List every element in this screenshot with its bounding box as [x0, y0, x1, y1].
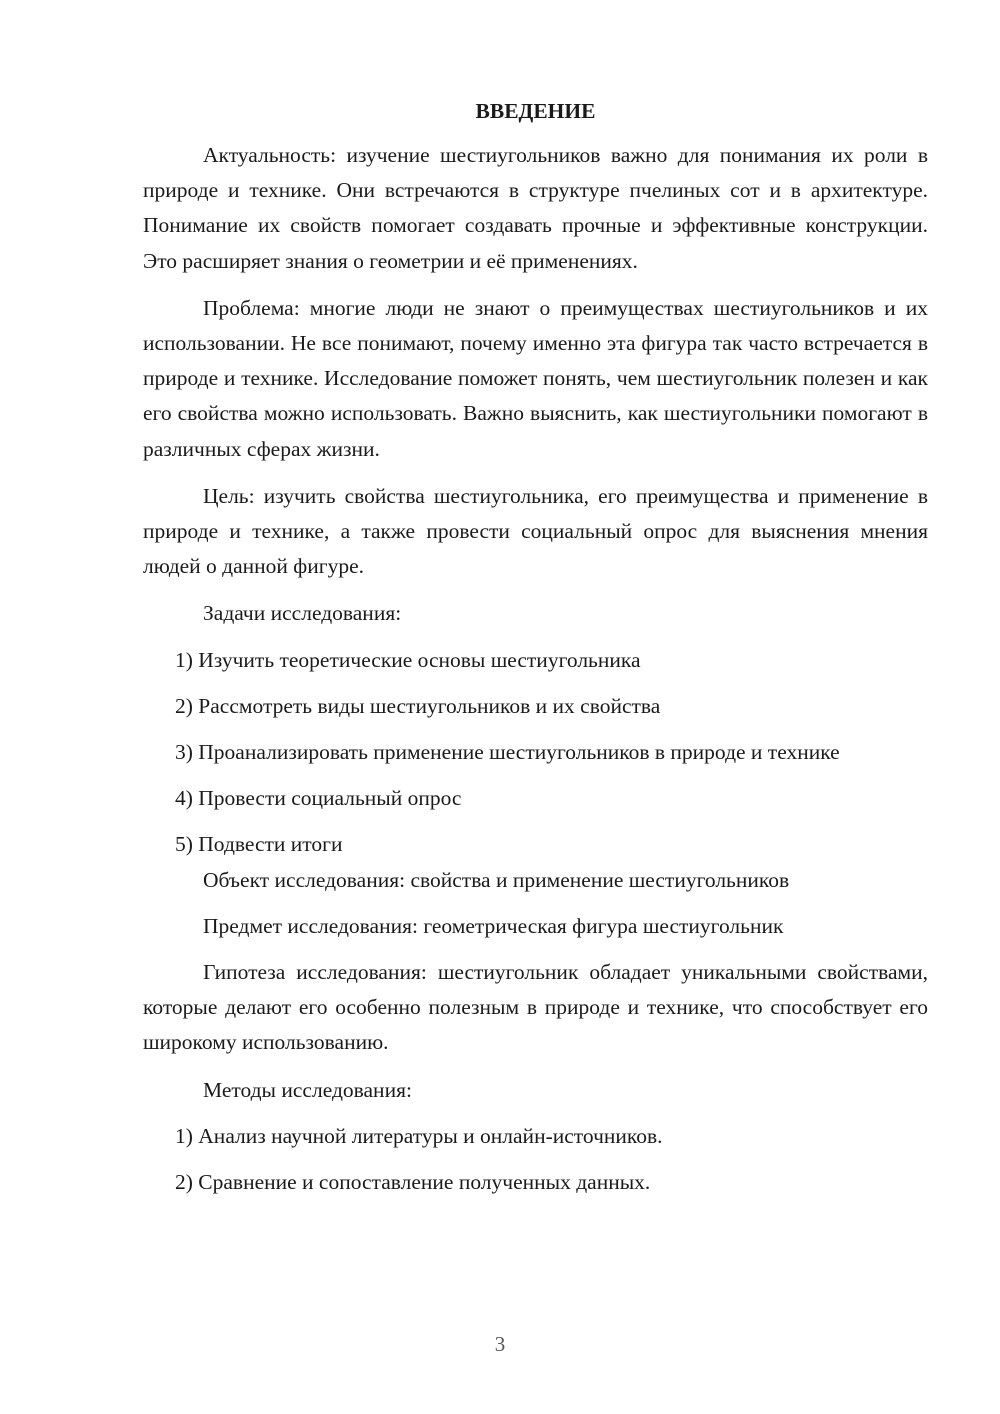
- task-item: 2) Рассмотреть виды шестиугольников и их свойства: [175, 693, 661, 718]
- relevance-paragraph: Актуальность: изучение шестиугольников важно для понимания их роли в природе и технике. Они встречаются в структуре пчелиных сот и в архитектуре. Понимание их свойств помогает создавать прочные и эффективные конструкции. Это расширяет знания о геометрии и её применениях.: [143, 143, 928, 273]
- object-paragraph: Объект исследования: свойства и применение шестиугольников: [203, 867, 790, 892]
- problem-paragraph: Проблема: многие люди не знают о преимуществах шестиугольников и их использовании. Не все понимают, почему именно эта фигура так часто встречается в природе и технике. Исследование поможет понять, чем шестиугольник полезен и как его свойства можно использовать. Важно выяснить, как шестиугольники помогают в различных сферах жизни.: [143, 295, 928, 461]
- subject-paragraph: Предмет исследования: геометрическая фигура шестиугольник: [203, 913, 784, 938]
- methods-heading: Методы исследования:: [203, 1077, 412, 1102]
- task-item: 1) Изучить теоретические основы шестиугольника: [175, 647, 641, 672]
- page-number: 3: [494, 1332, 506, 1356]
- goal-paragraph: Цель: изучить свойства шестиугольника, его преимущества и применение в природе и технике, а также провести социальный опрос для выяснения мнения людей о данной фигуре.: [143, 483, 928, 579]
- tasks-heading: Задачи исследования:: [203, 601, 402, 626]
- task-item: 4) Провести социальный опрос: [175, 786, 462, 811]
- method-item: 2) Сравнение и сопоставление полученных данных.: [175, 1170, 651, 1195]
- method-item: 1) Анализ научной литературы и онлайн-источников.: [175, 1123, 663, 1148]
- methods-list: [143, 1119, 928, 1200]
- hypothesis-paragraph: Гипотеза исследования: шестиугольник обладает уникальными свойствами, которые делают его особенно полезным в природе и технике, что способствует его широкому использованию.: [143, 960, 928, 1055]
- task-item: 5) Подвести итоги: [175, 832, 343, 857]
- document-page: [143, 92, 928, 1200]
- page-title: ВВЕДЕНИЕ: [475, 99, 596, 123]
- tasks-list: [143, 643, 928, 863]
- task-item: 3) Проанализировать применение шестиугольников в природе и технике: [175, 740, 840, 765]
